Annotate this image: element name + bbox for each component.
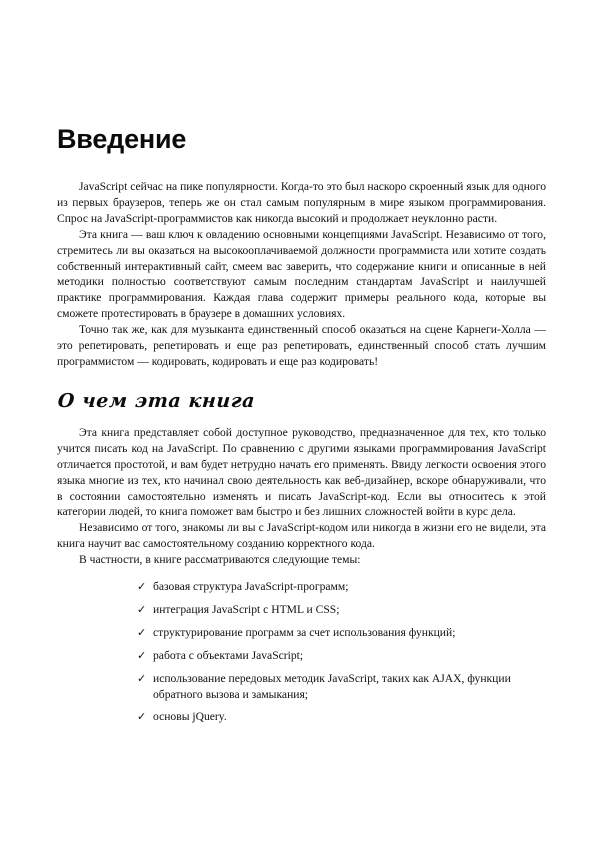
about-paragraph-2: Независимо от того, знакомы ли вы с JavaScript-кодом или никогда в жизни его не видели, эта книга научит вас самостоятельному созданию корректного кода. (57, 521, 546, 551)
list-item-label: интеграция JavaScript с HTML и CSS; (153, 602, 340, 616)
list-item (137, 671, 546, 703)
list-item-label: использование передовых методик JavaScript, таких как AJAX, функции обратного вызова и замыкания; (153, 671, 511, 701)
check-icon: ✓ (137, 671, 147, 685)
check-icon: ✓ (137, 580, 147, 594)
intro-paragraph-2: Эта книга — ваш ключ к овладению основными концепциями JavaScript. Независимо от того, стремитесь ли вы оказаться на высокооплачиваемой должности программиста или хотите создать собственный интерактивный сайт, смеем вас заверить, что содержание книги и описанные в ней методики полностью соответствуют самым последним стандартам JavaScript и наилучшей практике программирования. Каждая глава содержит примеры реального кода, которые вы сможете протестировать в браузере в домашних условиях. (57, 227, 546, 321)
intro-paragraph-1: JavaScript сейчас на пике популярности. Когда-то это был наскоро скроенный язык для одного из первых браузеров, теперь же он стал самым популярным в мире языком программирования. Спрос на JavaScript-программистов как никогда высокий и продолжает неуклонно расти. (57, 180, 546, 225)
about-paragraph-1: Эта книга представляет собой доступное руководство, предназначенное для тех, кто только учится писать код на JavaScript. По сравнению с другими языками программирования JavaScript отличается простотой, и вам будет нетрудно начать его применять. Ввиду легкости освоения этого языка многие из тех, кто начинал свою деятельность как веб-дизайнер, вскоре обнаруживали, что в состоянии самостоятельно изменять и писать JavaScript-код. Если вы относитесь к этой категории людей, то книга поможет вам быстро и без лишних сложностей войти в курс дела. (57, 425, 546, 519)
list-item (137, 602, 546, 618)
list-item-label: работа с объектами JavaScript; (153, 648, 304, 662)
check-icon: ✓ (137, 710, 147, 724)
page-content (57, 124, 546, 725)
intro-paragraph-3: Точно так же, как для музыканта единственный способ оказаться на сцене Карнеги-Холла — это репетировать, репетировать и еще раз репетировать, единственный способ стать лучшим программистом — кодировать, кодировать и еще раз кодировать! (57, 323, 546, 368)
list-item-label: базовая структура JavaScript-программ; (153, 580, 349, 594)
list-item (137, 579, 546, 595)
check-icon: ✓ (137, 602, 147, 616)
topic-list (57, 579, 546, 725)
about-paragraph-3: В частности, в книге рассматриваются следующие темы: (79, 553, 361, 567)
list-item (137, 709, 546, 725)
list-item-label: структурирование программ за счет использования функций; (153, 625, 456, 639)
check-icon: ✓ (137, 648, 147, 662)
list-item (137, 648, 546, 664)
list-item (137, 625, 546, 641)
list-item-label: основы jQuery. (153, 710, 227, 724)
check-icon: ✓ (137, 625, 147, 639)
section-heading-about-book: О чем эта книга (57, 389, 256, 412)
page-title: Введение (57, 124, 187, 154)
